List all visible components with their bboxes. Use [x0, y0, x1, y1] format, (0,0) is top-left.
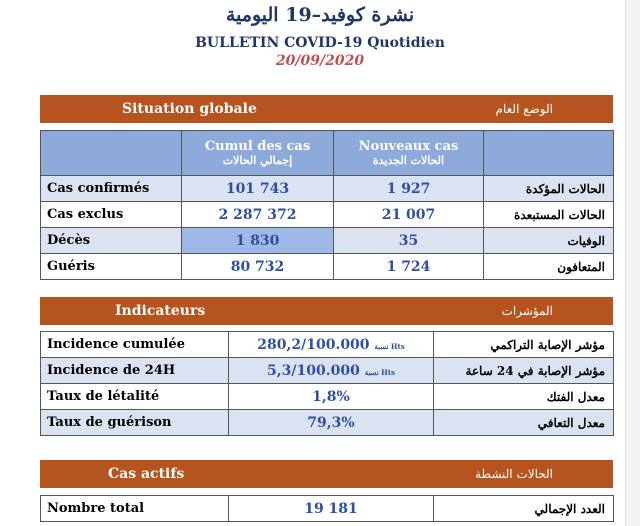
- situation-band: [40, 95, 613, 123]
- col-cumul-fr: Cumul des cas: [204, 139, 311, 154]
- indicator-value: 79,3%: [229, 410, 434, 436]
- actifs-value: 19 181: [229, 496, 434, 522]
- col-nouveaux-fr: Nouveaux cas: [358, 139, 459, 154]
- actifs-label-ar: العدد الإجمالي: [434, 496, 614, 522]
- indicator-value-text: 280,2/100.000: [257, 336, 370, 353]
- table-row: [41, 384, 614, 410]
- table-row: [41, 358, 614, 384]
- indicator-value-text: 5,3/100.000: [267, 362, 360, 379]
- header-empty-right: [484, 131, 614, 176]
- indicator-value: 1,8%: [229, 384, 434, 410]
- window-edge-scrollbar: [625, 0, 640, 526]
- indicator-label-fr: Taux de guérison: [41, 410, 229, 436]
- row-nouveaux: 1 724: [334, 254, 484, 280]
- indicator-label-fr: Incidence cumulée: [41, 332, 229, 358]
- table-row: [41, 176, 614, 202]
- col-cumul-header: [182, 131, 334, 176]
- indicator-value: [229, 358, 434, 384]
- row-label-ar: الحالات المستبعدة: [484, 202, 614, 228]
- table-row: [41, 254, 614, 280]
- indicator-label-ar: مؤشر الإصابة في 24 ساعة: [434, 358, 614, 384]
- indicateurs-table: [40, 331, 614, 436]
- bulletin-title-french: BULLETIN COVID-19 Quotidien: [195, 35, 445, 51]
- row-nouveaux: 21 007: [334, 202, 484, 228]
- actifs-table: [40, 495, 614, 522]
- actifs-title-fr: Cas actifs: [108, 466, 185, 482]
- row-label-fr: Cas confirmés: [41, 176, 182, 202]
- indicator-label-fr: Taux de létalité: [41, 384, 229, 410]
- row-cumul: 1 830: [182, 228, 334, 254]
- table-row: [41, 496, 614, 522]
- situation-table: [40, 130, 614, 280]
- row-cumul: 2 287 372: [182, 202, 334, 228]
- row-label-fr: Décès: [41, 228, 182, 254]
- col-nouveaux-ar: الحالات الجديدة: [372, 154, 445, 167]
- indicator-unit-note: نسبة Hts: [374, 341, 405, 351]
- row-label-fr: Guéris: [41, 254, 182, 280]
- row-cumul: 101 743: [182, 176, 334, 202]
- table-row: [41, 332, 614, 358]
- indicator-label-ar: مؤشر الإصابة التراكمي: [434, 332, 614, 358]
- table-row: [41, 202, 614, 228]
- row-label-ar: الحالات المؤكدة: [484, 176, 614, 202]
- bulletin-date: 20/09/2020: [275, 53, 365, 69]
- situation-title-fr: Situation globale: [122, 101, 257, 117]
- indicateurs-title-fr: Indicateurs: [115, 303, 206, 319]
- indicateurs-band: [40, 297, 613, 325]
- row-nouveaux: 35: [334, 228, 484, 254]
- actifs-label-fr: Nombre total: [41, 496, 229, 522]
- indicator-value: [229, 332, 434, 358]
- actifs-band: [40, 460, 613, 488]
- indicateurs-title-ar: المؤشرات: [501, 304, 553, 318]
- col-cumul-ar: إجمالي الحالات: [222, 154, 293, 167]
- indicator-label-fr: Incidence de 24H: [41, 358, 229, 384]
- col-nouveaux-header: [334, 131, 484, 176]
- row-cumul: 80 732: [182, 254, 334, 280]
- actifs-title-ar: الحالات النشطة: [475, 467, 553, 481]
- row-label-fr: Cas exclus: [41, 202, 182, 228]
- indicator-label-ar: معدل الفتك: [434, 384, 614, 410]
- bulletin-title-arabic: نشرة كوفيد–19 اليومية: [225, 4, 415, 26]
- header-empty-left: [41, 131, 182, 176]
- row-nouveaux: 1 927: [334, 176, 484, 202]
- indicator-label-ar: معدل التعافي: [434, 410, 614, 436]
- table-row: [41, 228, 614, 254]
- table-row: [41, 410, 614, 436]
- situation-title-ar: الوضع العام: [495, 102, 553, 116]
- row-label-ar: المتعافون: [484, 254, 614, 280]
- indicator-unit-note: نسبة Hts: [364, 367, 395, 377]
- row-label-ar: الوفيات: [484, 228, 614, 254]
